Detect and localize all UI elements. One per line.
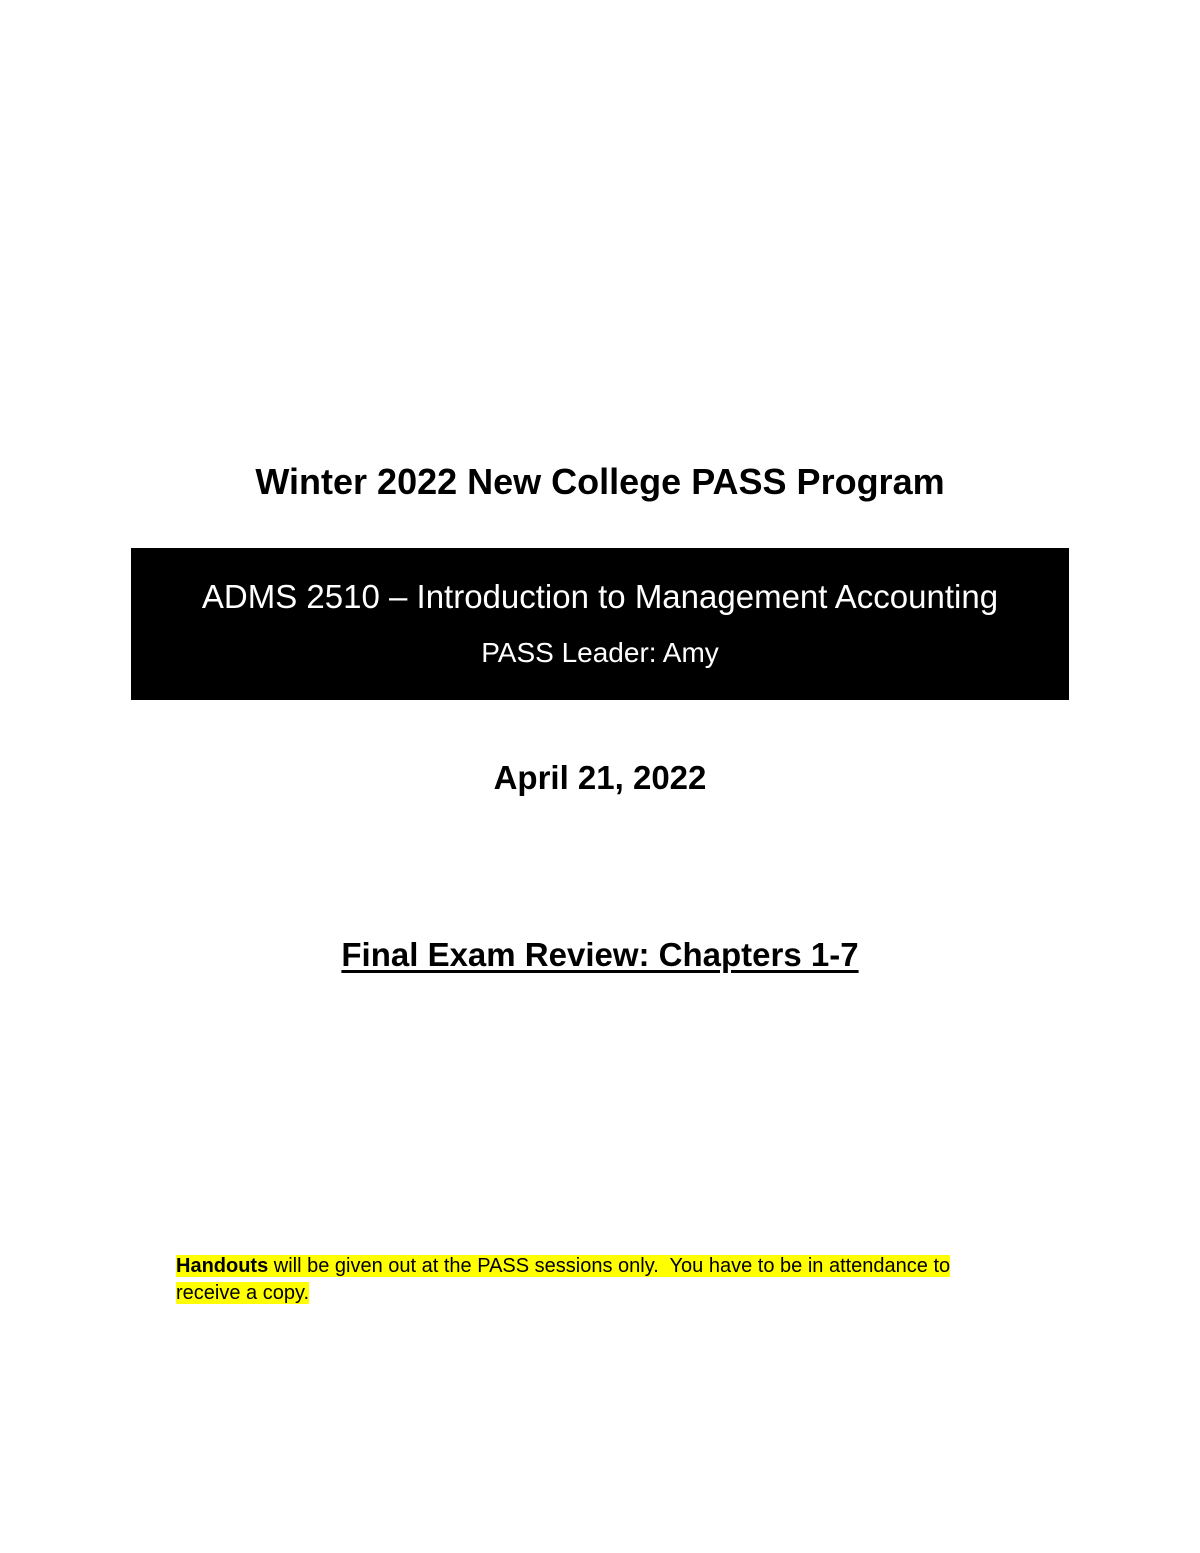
course-name: ADMS 2510 – Introduction to Management Accounting xyxy=(201,578,999,615)
handout-note-line2: receive a copy. xyxy=(176,1282,310,1304)
course-banner xyxy=(131,548,1069,700)
review-title: Final Exam Review: Chapters 1-7 xyxy=(341,936,859,973)
review-title-block xyxy=(0,935,1200,975)
pass-leader: PASS Leader: Amy xyxy=(481,637,719,668)
session-date: April 21, 2022 xyxy=(493,759,707,796)
handout-line1-text: will be given out at the PASS sessions only. You have to be in attendance to xyxy=(268,1255,951,1277)
program-title: Winter 2022 New College PASS Program xyxy=(255,461,945,502)
handout-note-line1 xyxy=(176,1255,950,1277)
handout-note xyxy=(176,1253,1026,1307)
handout-bold-word: Handouts xyxy=(176,1255,269,1277)
